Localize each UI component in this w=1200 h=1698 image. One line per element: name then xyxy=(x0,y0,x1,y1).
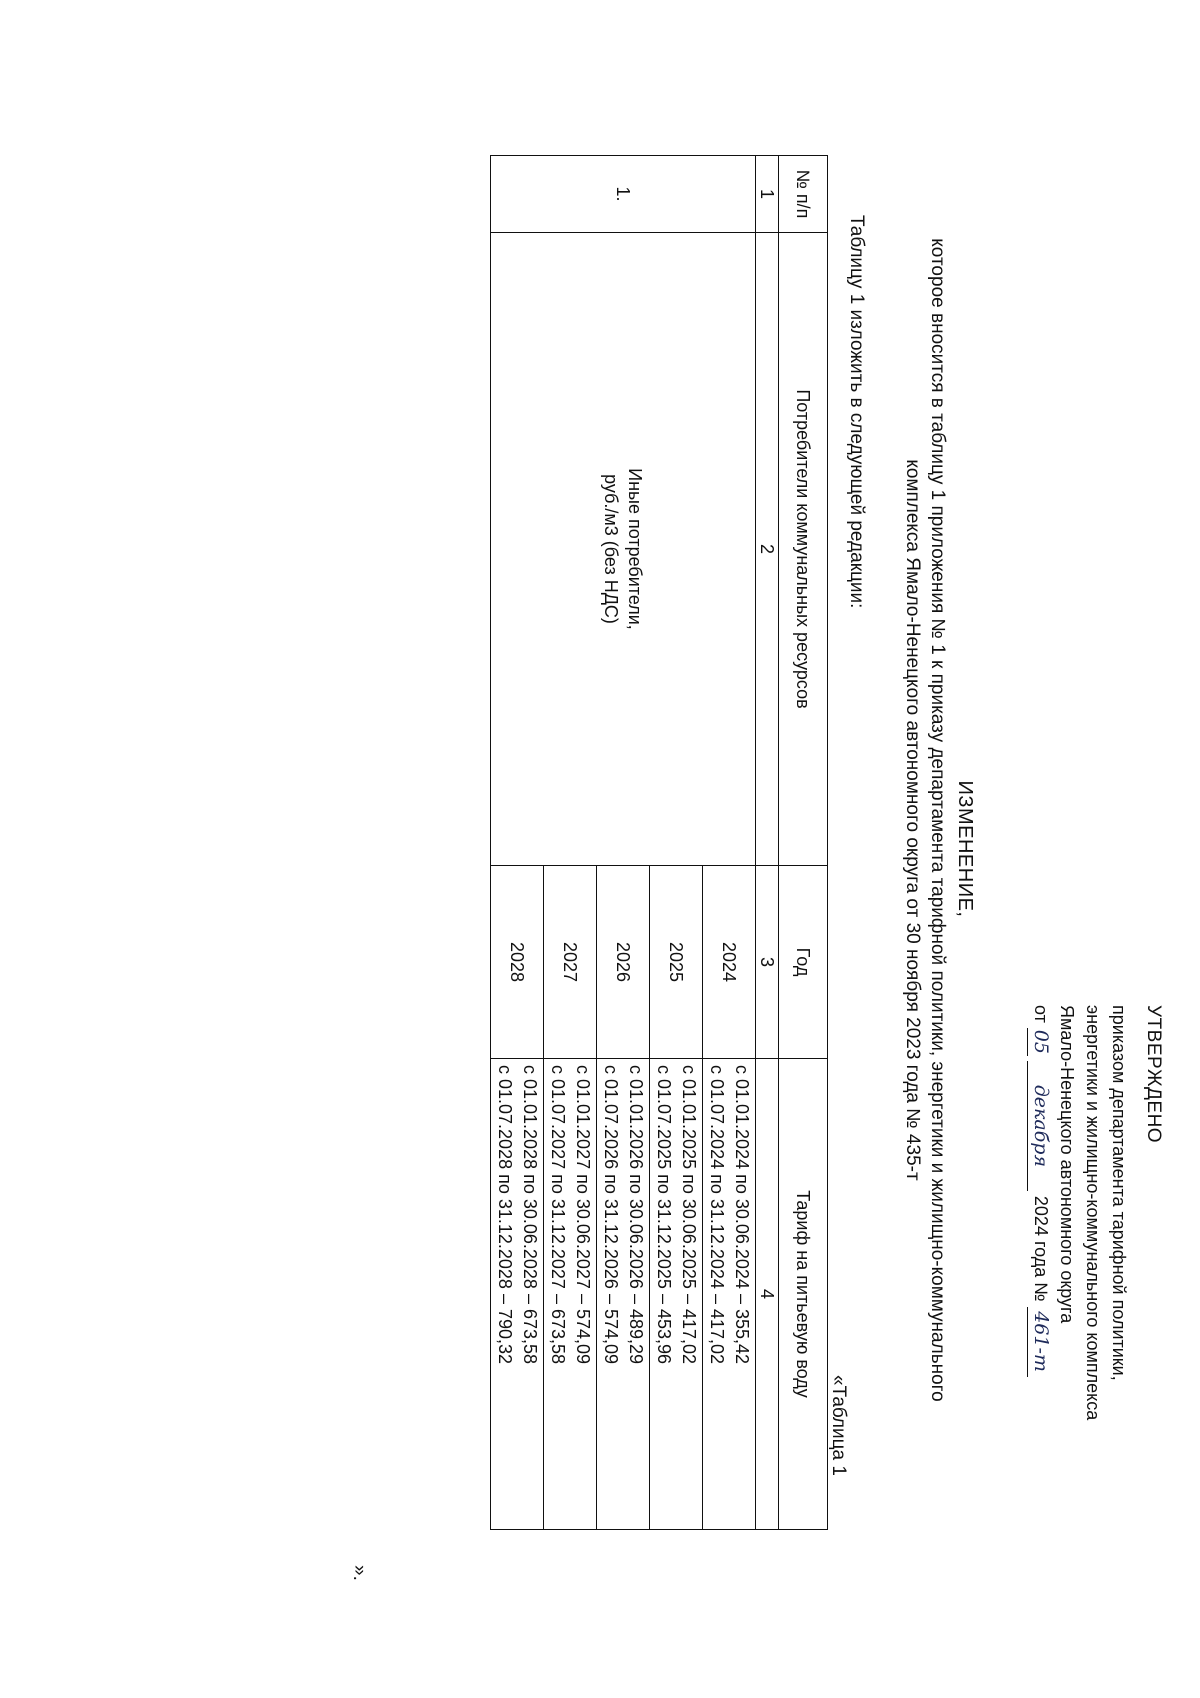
approval-block xyxy=(1027,1005,1166,1645)
column-number: 4 xyxy=(756,1059,779,1530)
subtitle-line-1: которое вносится в таблицу 1 приложения № 1 к приказу департамента тарифной политики, энергетики и жилищно-коммунального xyxy=(927,238,948,1402)
header-consumer: Потребители коммунальных ресурсов xyxy=(779,233,828,866)
header-year: Год xyxy=(779,866,828,1059)
tariff-period-2: с 01.07.2025 по 31.12.2025 – 453,96 xyxy=(654,1065,674,1365)
consumer-line-1: Иные потребители, xyxy=(625,468,645,630)
table-header-row xyxy=(779,156,828,1530)
year-cell: 2028 xyxy=(491,866,544,1059)
tariff-period-1: с 01.01.2028 по 30.06.2028 – 673,58 xyxy=(520,1065,540,1365)
subtitle-line-2: комплекса Ямало-Ненецкого автономного округа от 30 ноября 2023 года № 435-т xyxy=(902,459,923,1181)
year-cell: 2027 xyxy=(544,866,597,1059)
instruction-text: Таблицу 1 изложить в следующей редакции: xyxy=(846,215,867,609)
year-cell: 2026 xyxy=(597,866,650,1059)
tariff-period-2: с 01.07.2028 по 31.12.2028 – 790,32 xyxy=(495,1065,515,1365)
tariff-period-2: с 01.07.2027 по 31.12.2027 – 673,58 xyxy=(548,1065,568,1365)
tariff-cell xyxy=(703,1059,756,1530)
handwritten-month: декабря xyxy=(1027,1061,1054,1191)
tariff-period-1: с 01.01.2025 по 30.06.2025 – 417,02 xyxy=(679,1065,699,1365)
consumer-line-2: руб./м3 (без НДС) xyxy=(601,474,621,624)
tariff-period-1: с 01.01.2026 по 30.06.2026 – 489,29 xyxy=(626,1065,646,1365)
document-subtitle xyxy=(900,150,950,1490)
handwritten-order-number: 461-т xyxy=(1027,1307,1054,1377)
column-number: 1 xyxy=(756,156,779,233)
tariff-cell xyxy=(597,1059,650,1530)
table-caption: «Таблица 1 xyxy=(828,1375,849,1476)
consumer-cell xyxy=(491,233,756,866)
approval-line-3: Ямало-Ненецкого автономного округа xyxy=(1057,1005,1077,1324)
header-num: № п/п xyxy=(779,156,828,233)
handwritten-day: 05 xyxy=(1027,1028,1054,1056)
approval-line-2: энергетики и жилищно-коммунального комплекса xyxy=(1083,1005,1103,1421)
tariff-table xyxy=(490,155,828,1530)
tariff-period-1: с 01.01.2024 по 30.06.2024 – 355,42 xyxy=(732,1065,752,1365)
year-cell: 2024 xyxy=(703,866,756,1059)
approval-line-1: приказом департамента тарифной политики, xyxy=(1109,1005,1129,1381)
tariff-period-1: с 01.01.2027 по 30.06.2027 – 574,09 xyxy=(573,1065,593,1365)
year-cell: 2025 xyxy=(650,866,703,1059)
tariff-period-2: с 01.07.2026 по 31.12.2026 – 574,09 xyxy=(601,1065,621,1365)
tariff-cell xyxy=(650,1059,703,1530)
column-number-row xyxy=(756,156,779,1530)
date-year-text: 2024 года № xyxy=(1031,1195,1051,1302)
header-tariff: Тариф на питьевую воду xyxy=(779,1059,828,1530)
column-number: 2 xyxy=(756,233,779,866)
column-number: 3 xyxy=(756,866,779,1059)
tariff-cell xyxy=(491,1059,544,1530)
tariff-period-2: с 01.07.2024 по 31.12.2024 – 417,02 xyxy=(707,1065,727,1365)
approval-title: УТВЕРЖДЕНО xyxy=(1143,1005,1164,1144)
document-title: ИЗМЕНЕНИЕ, xyxy=(954,780,976,918)
table-row xyxy=(703,156,756,1530)
approval-date xyxy=(1027,1005,1054,1645)
tariff-cell xyxy=(544,1059,597,1530)
closing-quote: ». xyxy=(349,1565,370,1581)
row-number: 1. xyxy=(491,156,756,233)
date-prefix: от xyxy=(1031,1005,1051,1023)
